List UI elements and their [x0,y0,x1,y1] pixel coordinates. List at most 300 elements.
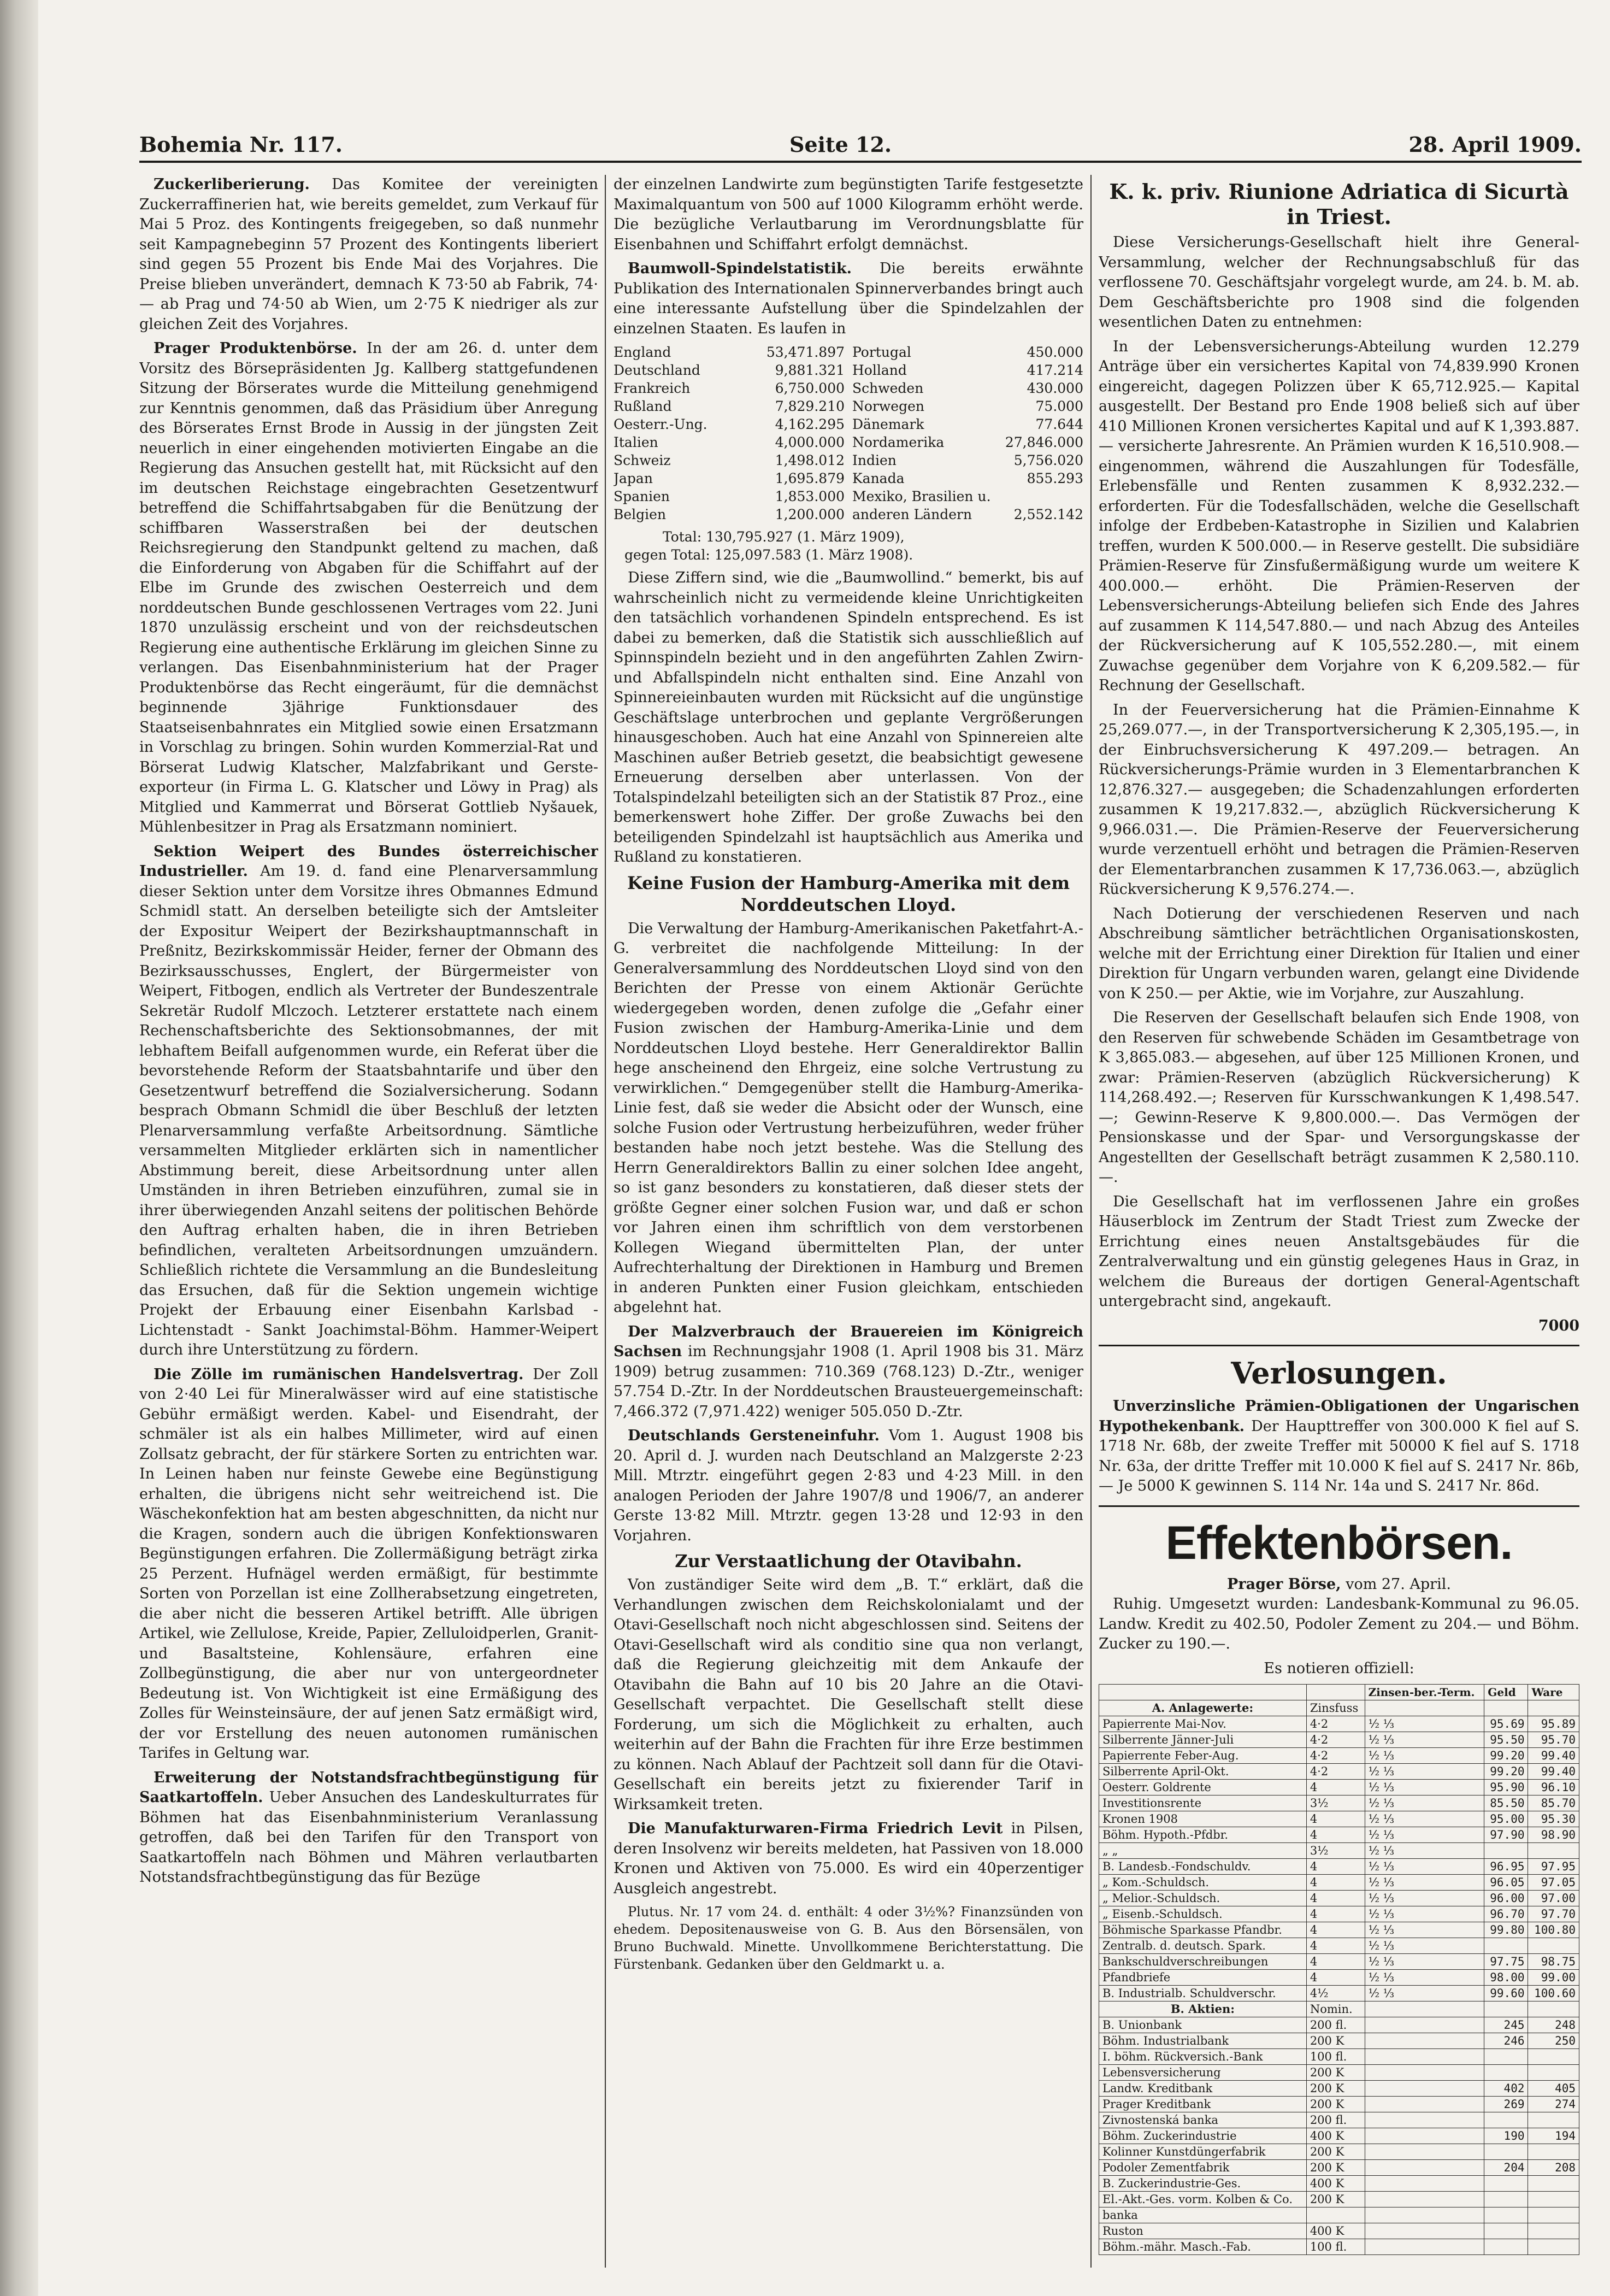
article-body: Der Haupttreffer von 300.000 K fiel auf S. 1718 Nr. 68b, der zweite Treffer mit 50000 K fiel auf S. 1718 Nr. 63a, der dritte Treffer mit 10.000 K fiel auf S. 2417 Nr. 86b, — Je 5000 K gewinnen S. 114 Nr. 14a und S. 2417 Nr. 86d. [1099,1417,1579,1494]
spindle-country: Portugal [852,344,911,360]
spindle-count: 9,881.321 [775,362,845,378]
spindle-count: 6,750.000 [775,380,845,396]
table-row [1099,1843,1579,1859]
security-rate: 4 [1306,1875,1365,1891]
spindle-row [852,487,1083,505]
spindle-row [614,451,845,469]
article-headline: Der Malzverbrauch der Brauereien im Königreich Sachsen [614,1323,1083,1360]
exchange-subtitle [1099,1575,1579,1595]
article [139,175,598,334]
spindle-country: Rußland [614,398,672,414]
spindle-count: 430.000 [1027,380,1083,396]
spindle-country: Mexiko, Brasilien u. [852,488,991,504]
price-geld [1484,2192,1528,2207]
security-rate: 4·2 [1306,1748,1365,1764]
spindle-table [614,343,1083,523]
notice-paragraph: In der Feuerversicherung hat die Prämien-Einnahme K 25,269.077.—, in der Transportversicherung K 2,305,195.—, in der Einbruchsversicherung K 497.209.— betragen. An Rückversicherungs-Prämie wurden in 3 Elementarbranchen K 12,876.327.— ausgegeben; die Schadenzahlungen erforderten zusammen K 19,217.832.—, abzüglich Rückversicherung K 9,966.031.—. Die Prämien-Reserve der Feuerversicherung wurde verzentuell erhöht und betragen die Prämien-Reserven der Elementarbranchen zusammen K 17,736.063.—, abzüglich Rückversicherung K 9,576.274.—. [1099,701,1579,898]
security-rate: 4 [1306,1938,1365,1954]
article-headline: Unverzinsliche Prämien-Obligationen der Ungarischen Hypothekenbank. [1099,1398,1579,1435]
article-headline: Erweiterung der Notstandsfrachtbegünstigung für Saatkartoffeln. [139,1769,598,1806]
table-row [1099,2049,1579,2065]
spindle-country: England [614,344,671,360]
section-label: A. Anlagewerte: [1099,1700,1307,1716]
security-rate: 4 [1306,1954,1365,1970]
spindle-row [614,433,845,451]
notice-body [1099,233,1579,1312]
interest-term: ½ ⅓ [1365,1906,1484,1922]
price-geld: 402 [1484,2081,1528,2097]
price-ware: 85.70 [1528,1795,1579,1811]
spindle-count: 450.000 [1027,344,1083,360]
price-ware [1528,2176,1579,2192]
article-malz [614,1322,1083,1422]
spindle-count: 4,162.295 [775,416,845,432]
security-name: Böhm. Industrialbank [1099,2033,1307,2049]
price-geld: 97.75 [1484,1954,1528,1970]
table-row [1099,2128,1579,2144]
price-geld: 204 [1484,2160,1528,2176]
spindle-row [852,361,1083,379]
table-row [1099,1827,1579,1843]
interest-term [1365,2081,1484,2097]
price-ware: 98.75 [1528,1954,1579,1970]
section-divider [1099,1505,1579,1507]
table-header-row [1099,1685,1579,1700]
price-ware: 97.05 [1528,1875,1579,1891]
spindle-row [852,397,1083,415]
price-ware: 95.89 [1528,1716,1579,1732]
security-rate: 4·2 [1306,1732,1365,1748]
price-ware: 250 [1528,2033,1579,2049]
price-ware: 98.90 [1528,1827,1579,1843]
spindle-count: 77.644 [1035,416,1083,432]
notice-title: K. k. priv. Riunione Adriatica di Sicurtà in Triest. [1109,179,1569,229]
price-geld [1484,2112,1528,2128]
price-ware: 97.70 [1528,1906,1579,1922]
exchange-date: vom 27. April. [1346,1575,1451,1593]
interest-term: ½ ⅓ [1365,1780,1484,1795]
table-row [1099,1986,1579,2001]
interest-term: ½ ⅓ [1365,1795,1484,1811]
price-ware: 97.00 [1528,1891,1579,1906]
price-geld: 85.50 [1484,1795,1528,1811]
column-rule [1090,175,1092,2268]
header-date: 28. April 1909. [1408,132,1582,157]
security-rate: 400 K [1306,2176,1365,2192]
security-name: „ Melior.-Schuldsch. [1099,1891,1307,1906]
interest-term: ½ ⅓ [1365,1954,1484,1970]
spindle-country: Holland [852,362,907,378]
article-continuation: der einzelnen Landwirte zum begünstigten Tarife festgesetzte Maximalquantum von 500 auf 1000 Kilogramm erhöht werde. Die bezügliche Verlautbarung im Verordnungsblatte für Eisenbahnen und Schiffahrt erfolgt demnächst. [614,176,1083,253]
price-ware: 99.40 [1528,1748,1579,1764]
price-geld: 269 [1484,2097,1528,2112]
article-headline: Zuckerliberierung. [154,176,310,193]
security-name: Zentralb. d. deutsch. Spark. [1099,1938,1307,1954]
table-section-row [1099,1700,1579,1716]
table-row [1099,2081,1579,2097]
security-rate: 200 K [1306,2097,1365,2112]
spindle-row [852,415,1083,433]
header-page-number: Seite 12. [789,132,892,157]
security-name: Ruston [1099,2223,1307,2239]
price-geld: 95.90 [1484,1780,1528,1795]
article-body: Die Verwaltung der Hamburg-Amerikanischen Paketfahrt-A.-G. verbreitet die nachfolgende Mitteilung: In der Generalversammlung des Norddeutschen Lloyd sind von den Berichten der Presse von einem Aktionär Gerüchte wiedergegeben worden, denen zufolge die „Gefahr einer Fusion zwischen der Hamburg-Amerika-Linie und dem Norddeutschen Lloyd bestehe. Herr Generaldirektor Ballin hege anscheinend den Ehrgeiz, eine solche Vertrustung zu verwirklichen.“ Demgegenüber stellt die Hamburg-Amerika-Linie fest, daß sie weder die Absicht oder der Wunsch, eine solche Fusion oder Vertrustung herbeizuführen, weder früher bestanden habe noch jetzt bestehe. Was die Stellung des Herrn Generaldirektors Ballin zu einer solchen Idee angeht, so ist ganz besonders zu konstatieren, daß dieser stets der größte Gegner einer solchen Fusion war, und daß er schon vor Jahren einen ihm schriftlich von dem verstorbenen Kollegen Wiegand übermittelten Plan, der unter Aufrechterhaltung der Direktionen in Hamburg und Bremen in anderen Punkten einer Fusion gleichkam, entschieden abgelehnt hat. [614,920,1083,1316]
price-geld [1484,2065,1528,2081]
price-geld: 97.90 [1484,1827,1528,1843]
price-ware [1528,2049,1579,2065]
empty-cell [1484,2001,1528,2017]
column-rule [605,175,606,2268]
spindle-row [852,379,1083,397]
article-spindle [614,259,1083,339]
spindle-count: 7,829.210 [775,398,845,414]
price-geld: 96.95 [1484,1859,1528,1875]
spindle-country: Kanada [852,470,905,486]
spindle-count: 4,000.000 [775,434,845,450]
table-row [1099,1780,1579,1795]
security-rate: 3½ [1306,1795,1365,1811]
security-rate: 4 [1306,1922,1365,1938]
price-geld: 245 [1484,2017,1528,2033]
notice-paragraph: In der Lebensversicherungs-Abteilung wurden 12.279 Anträge über ein versichertes Kapital von 74,839.990 Kronen eingereicht, dagegen Polizzen über K 65,712.925.— Kapital ausgestellt. Der Bestand pro Ende 1908 beließ sich auf über 410 Millionen Kronen versichertes Kapital und auf K 1,393.887.— versicherte Jahresrente. An Prämien wurden K 16,510.908.— eingenommen, während die Auszahlungen für Todesfälle, Erlebensfälle und Renten zusammen K 8,932.232.— erforderten. Für die Todesfallschäden, welche die Gesellschaft infolge der Erdbeben-Katastrophe in Sizilien und Kalabrien treffen, wurden K 500.000.— in Reserve gestellt. Die subsidiäre Prämien-Reserve für Zinsfußermäßigung wurde um weitere K 400.000.— erhöht. Die Prämien-Reserven der Lebensversicherungs-Abteilung beliefen sich Ende des Jahres auf zusammen K 114,547.880.— und nach Abzug des Anteiles der Rückversicherung auf K 105,552.280.—, mit einem Zuwachse gegenüber dem Vorjahre von K 6,209.582.— für Rechnung der Gesellschaft. [1099,338,1579,694]
notice-paragraph: Diese Versicherungs-Gesellschaft hielt ihre General-Versammlung, welcher der Rechnungsabschluß für das verflossene 70. Geschäftsjahr vorgelegt wurde, am 24. b. M. ab. Dem Geschäftsberichte pro 1908 sind die folgenden wesentlichen Daten zu entnehmen: [1099,234,1579,331]
security-name: Prager Kreditbank [1099,2097,1307,2112]
spindle-row [852,505,1083,523]
interest-term [1365,2065,1484,2081]
article [139,1365,598,1764]
spindle-country: Schweiz [614,452,671,468]
security-name: Pfandbriefe [1099,1970,1307,1986]
table-row [1099,1716,1579,1732]
spindle-country: Indien [852,452,897,468]
interest-term [1365,2144,1484,2160]
empty-cell [1528,2001,1579,2017]
notice-paragraph: Die Reserven der Gesellschaft belaufen sich Ende 1908, von den Reserven für schwebende Schäden im Gesamtbetrage von K 3,865.083.— abgesehen, auf über 125 Millionen Kronen, und zwar: Prämien-Reserven (abzüglich Rückversicherung) K 114,268.492.—; Reserven für Kursschwankungen K 1,498.547.—; Gewinn-Reserve K 9,800.000.—. Das Vermögen der Pensionskasse und der Spar- und Versorgungskasse der Angestellten der Gesellschaft beträgt zusammen K 2,580.110.—. [1099,1009,1579,1186]
price-ware [1528,2112,1579,2128]
spindle-count: 855.293 [1027,470,1083,486]
article-body: Von zuständiger Seite wird dem „B. T.“ erklärt, daß die Verhandlungen zwischen dem Reichskolonialamt und der Otavi-Gesellschaft noch nicht abgeschlossen sind. Seitens der Otavi-Gesellschaft wird als conditio sine qua non verlangt, daß die Regierung gleichzeitig mit dem Ankaufe der Otavibahn die Bahn auf 10 bis 20 Jahre an die Otavi-Gesellschaft verpachtet. Die Gesellschaft stellt diese Forderung, um sich die Möglichkeit zu erhalten, auch weiterhin auf der Bahn die Frachten für ihre Erze bestimmen zu können. Nach Ablauf der Pachtzeit soll dann für die Otavi-Gesellschaft ein bereits jetzt zu fixierender Tarif in Wirksamkeit treten. [614,1576,1083,1813]
spindle-row [852,469,1083,487]
security-name: B. Landesb.-Fondschuldv. [1099,1859,1307,1875]
security-name: Böhmische Sparkasse Pfandbr. [1099,1922,1307,1938]
security-rate: 200 K [1306,2081,1365,2097]
price-ware [1528,2239,1579,2255]
price-ware: 95.70 [1528,1732,1579,1748]
interest-term: ½ ⅓ [1365,1716,1484,1732]
article-headline: Sektion Weipert des Bundes österreichischer Industrieller. [139,843,598,880]
interest-term [1365,2112,1484,2128]
article-headline: Zur Verstaatlichung der Otavibahn. [675,1551,1022,1571]
security-rate: 3½ [1306,1843,1365,1859]
article-body: Vom 1. August 1908 bis 20. April d. J. wurden nach Deutschland an Malzgerste 2·23 Mill. Mtrztr. eingeführt gegen 2·83 und 4·23 Mill. in den analogen Perioden der Jahre 1907/8 und 1906/7, an anderer Gerste 13·82 Mill. Mtrztr. gegen 13·28 und 12·93 in den Vorjahren. [614,1427,1083,1544]
security-name: B. Zuckerindustrie-Ges. [1099,2176,1307,2192]
article [139,842,598,1361]
price-geld: 95.50 [1484,1732,1528,1748]
spindle-row [614,343,845,361]
price-ware [1528,2192,1579,2207]
col-header-name [1099,1685,1307,1700]
security-name: Investitionsrente [1099,1795,1307,1811]
spindle-count: 5,756.020 [1013,452,1083,468]
interest-term: ½ ⅓ [1365,1859,1484,1875]
security-name: Silberrente Jänner-Juli [1099,1732,1307,1748]
spindle-count: 1,853.000 [775,488,845,504]
notice-paragraph: Nach Dotierung der verschiedenen Reserven und nach Abschreibung sämtlicher beträchtlichen Organisationskosten, welche mit der Errichtung einer Direktion für Italien und einer Direktion für Ungarn verbunden waren, gelangt eine Dividende von K 250.— per Aktie, wie im Vorjahre, zur Auszahlung. [1099,905,1579,1002]
security-rate [1306,2207,1365,2223]
table-row [1099,2112,1579,2128]
price-geld [1484,2239,1528,2255]
security-rate: 4½ [1306,1986,1365,2001]
table-row [1099,1906,1579,1922]
security-name: Oesterr. Goldrente [1099,1780,1307,1795]
security-rate: 200 K [1306,2033,1365,2049]
col-header-rate [1306,1685,1365,1700]
interest-term: ½ ⅓ [1365,1827,1484,1843]
empty-cell [1484,1700,1528,1716]
spindle-row [614,469,845,487]
price-geld: 99.20 [1484,1764,1528,1780]
price-geld: 99.80 [1484,1922,1528,1938]
table-row [1099,1748,1579,1764]
spindle-country: Dänemark [852,416,924,432]
article-verlosung [1099,1397,1579,1497]
table-row [1099,1891,1579,1906]
security-name: Silberrente April-Okt. [1099,1764,1307,1780]
article-body: in Pilsen, deren Insolvenz wir bereits meldeten, hat Passiven von 18.000 Kronen und Aktiven von 75.000. Es wird ein 40perzentiger Ausgleich angestrebt. [614,1820,1083,1897]
article-body: Die bereits erwähnte Publikation des Internationalen Spinnerverbandes bringt auch eine interessante Aufstellung über die Spindelzahlen der einzelnen Staaten. Es laufen in [614,260,1083,337]
spindle-total: Total: 130,795.927 (1. März 1909), [663,529,905,545]
price-geld: 96.05 [1484,1875,1528,1891]
exchange-name: Prager Börse, [1227,1575,1341,1593]
spindle-row [852,343,1083,361]
price-geld: 99.60 [1484,1986,1528,2001]
interest-term [1365,2239,1484,2255]
security-name: B. Unionbank [1099,2017,1307,2033]
interest-term: ½ ⅓ [1365,1986,1484,2001]
price-ware [1528,2144,1579,2160]
interest-term: ½ ⅓ [1365,1764,1484,1780]
price-ware: 99.00 [1528,1970,1579,1986]
security-name: Bankschuldverschreibungen [1099,1954,1307,1970]
article-body: Diese Ziffern sind, wie die „Baumwollind.“ bemerkt, bis auf wahrscheinlich nicht zu vermeidende kleine Unrichtigkeiten den tatsächlich vorhandenen Spindeln entsprechend. Es ist dabei zu bemerken, daß die Statistik sich ausschließlich auf Spinnspindeln bezieht und in den angeführten Zahlen Zwirn- und Abfallspindeln nicht enthalten sind. Eine Anzahl von Spinnereieinbauten wurden mit Rücksicht auf die ungünstige Geschäftslage unterbrochen und geplante Vergrößerungen hinausgeschoben. Auch hat eine Anzahl von Spinnereien alte Maschinen außer Betrieb gesetzt, die beabsichtigt gewesene Erneuerung derselben aber unterlassen. Von der Totalspindelzahl beteiligten sich an der Statistik 87 Proz., eine bemerkenswert hohe Ziffer. Der große Zuwachs bei den beteiligenden Spindelzahl ist hauptsächlich aus Amerika und Rußland zu konstatieren. [614,569,1083,866]
spindle-row [852,451,1083,469]
security-rate: 4 [1306,1970,1365,1986]
notice-paragraph: Die Gesellschaft hat im verflossenen Jahre ein großes Häuserblock im Zentrum der Stadt Triest zum Zwecke der Errichtung eines neuen Anstaltsgebäudes für die Zentralverwaltung und ein günstig gelegenes Haus in Graz, in welchem die Bureaus der dortigen General-Agentschaft untergebracht sind, angekauft. [1099,1193,1579,1310]
col-header-ware: Ware [1528,1685,1579,1700]
interest-term: ½ ⅓ [1365,1748,1484,1764]
column-2 [614,175,1083,2268]
spindle-count: 417.214 [1027,362,1083,378]
interest-term: ½ ⅓ [1365,1811,1484,1827]
spindle-country: Belgien [614,507,667,522]
section-title-verlosungen: Verlosungen. [1231,1356,1447,1391]
price-geld: 246 [1484,2033,1528,2049]
exchange-note: Ruhig. Umgesetzt wurden: Landesbank-Kommunal zu 96.05. Landw. Kredit zu 402.50, Podoler Zement zu 204.— und Böhm. Zucker zu 190.—. [1099,1596,1579,1652]
security-rate: 400 K [1306,2128,1365,2144]
empty-cell [1365,2001,1484,2017]
spindle-country: Spanien [614,488,670,504]
price-ware: 208 [1528,2160,1579,2176]
table-row [1099,1795,1579,1811]
column-3 [1099,175,1579,2268]
table-row [1099,2097,1579,2112]
article-body: Ueber Ansuchen des Landeskulturrates für Böhmen hat das Eisenbahnministerium Veranlassung getroffen, daß bei den Tarifen für den Transport von Saatkartoffeln nach Böhmen und Mähren verlautbarten Notstandsfrachtbegünstigung das für Bezüge [139,1789,598,1886]
article-levit [614,1819,1083,1899]
interest-term [1365,2017,1484,2033]
interest-term [1365,2160,1484,2176]
security-name: Podoler Zementfabrik [1099,2160,1307,2176]
article [139,1768,598,1888]
article-body: Der Zoll von 2·40 Lei für Mineralwässer wird auf eine statistische Gebühr ermäßigt werden. Kabel- und Eisendraht, der schmäler ist als ein halbes Millimeter, wird auf einen Zollsatz gebracht, der für stärkere Sorten zu entrichten war. In Leinen haben nur feinste Gewebe eine Begünstigung erhalten, die übrigens nicht sehr weitreichend ist. Die Wäschekonfektion hat am besten abgeschnitten, da nicht nur die Kragen, sondern auch die übrigen Konfektionswaren Begünstigungen erfahren. Die Zollermäßigung beträgt zirka 25 Perzent. Hufnägel werden ermäßigt, für bestimmte Sorten von Porzellan ist eine Zollherabsetzung eingetreten, die aber nicht die besseren Artikel betrifft. Alle übrigen Artikel, wie Zellulose, Kreide, Papier, Zelluloidperlen, Granit- und Basaltsteine, Kohlensäure, erfahren eine Zollbegünstigung, die aber nur von untergeordneter Bedeutung ist. Von Wichtigkeit ist eine Ermäßigung des Zolles für Weinsteinsäure, der auf jenen Satz ermäßigt wird, der vor Erstellung des neuen autonomen rumänischen Tarifes in Geltung war. [139,1365,598,1762]
security-rate: 100 fl. [1306,2049,1365,2065]
interest-term: ½ ⅓ [1365,1843,1484,1859]
table-row [1099,2207,1579,2223]
price-ware: 96.10 [1528,1780,1579,1795]
price-geld [1484,2144,1528,2160]
security-rate: 4 [1306,1811,1365,1827]
security-name: Papierrente Mai-Nov. [1099,1716,1307,1732]
security-rate: 200 K [1306,2160,1365,2176]
empty-cell [1365,1700,1484,1716]
security-name: Kronen 1908 [1099,1811,1307,1827]
interest-term [1365,2207,1484,2223]
table-row [1099,1875,1579,1891]
article-body: Am 19. d. fand eine Plenarversammlung dieser Sektion unter dem Vorsitze ihres Obmannes Edmund Schmidl statt. An derselben beteiligte sich der Amtsleiter der Expositur Weipert der Bezirkshauptmannschaft in Preßnitz, Bezirkskommissär Heider, ferner der Obmann des Bezirksausschusses, Englert, der Bürgermeister von Weipert, Fitbogen, endlich als Vertreter der Bundeszentrale Sekretär Rudolf Mlczoch. Letzterer erstattete nach einem Rechenschaftsberichte des Sektionsobmannes, der mit lebhaftem Beifall aufgenommen wurde, ein Referat über die bevorstehende Reform der Staatsbahntarife und über den Gesetzentwurf betreffend die Sozialversicherung. Sodann besprach Obmann Schmidl die über Beschluß der letzten Plenarversammlung verfaßte Arbeitsordnung. Sämtliche versammelten Mitglieder erklärten sich in namentlicher Abstimmung bereit, diese Arbeitsordnung unter allen Umständen in ihren Betrieben einzuführen, zumal sie in ihrer überwiegenden Anzahl seitens der politischen Behörde den Auftrag erhalten haben, die in ihren Betrieben befindlichen, veralteten Arbeitsordnungen umzuändern. Schließlich richtete die Versammlung an die Bundesleitung das Ersuchen, daß für die Sektion ungemein wichtige Projekt der Erbauung einer Eisenbahn Karlsbad - Lichtenstadt - Sankt Joachimstal-Böhm. Hammer-Weipert durch ihre Unterstützung zu fördern. [139,863,598,1358]
table-row [1099,1732,1579,1748]
table-section-row [1099,2001,1579,2017]
security-rate: 4 [1306,1891,1365,1906]
security-rate: 200 K [1306,2065,1365,2081]
security-rate: 200 fl. [1306,2112,1365,2128]
table-row [1099,1764,1579,1780]
price-ware [1528,1938,1579,1954]
spindle-row [614,361,845,379]
price-geld: 96.70 [1484,1906,1528,1922]
table-row [1099,1811,1579,1827]
section-divider [1099,1345,1579,1346]
table-row [1099,2239,1579,2255]
price-ware: 194 [1528,2128,1579,2144]
security-rate: 200 fl. [1306,2017,1365,2033]
spindle-count: 1,695.879 [775,470,845,486]
price-geld: 98.00 [1484,1970,1528,1986]
price-geld: 95.69 [1484,1716,1528,1732]
price-geld [1484,1843,1528,1859]
spindle-country: anderen Ländern [852,507,972,522]
interest-term: ½ ⅓ [1365,1732,1484,1748]
spindle-country: Oesterr.-Ung. [614,416,707,432]
security-name: Böhm. Hypoth.-Pfdbr. [1099,1827,1307,1843]
article-headline: Deutschlands Gersteneinfuhr. [628,1427,880,1444]
price-ware: 405 [1528,2081,1579,2097]
security-name: Landw. Kreditbank [1099,2081,1307,2097]
column-1 [139,175,598,2268]
security-rate: 4·2 [1306,1764,1365,1780]
interest-term: ½ ⅓ [1365,1875,1484,1891]
table-row [1099,2065,1579,2081]
security-name: „ Kom.-Schuldsch. [1099,1875,1307,1891]
spindle-row [852,433,1083,451]
security-rate: 4·2 [1306,1716,1365,1732]
header-issue: Bohemia Nr. 117. [139,132,343,157]
security-name: Böhm.-mähr. Masch.-Fab. [1099,2239,1307,2255]
spindle-row [614,415,845,433]
price-ware: 100.60 [1528,1986,1579,2001]
section-title-effektenboersen: Effektenbörsen. [1165,1516,1513,1569]
interest-term [1365,2176,1484,2192]
interest-term [1365,2223,1484,2239]
table-row [1099,1859,1579,1875]
price-ware: 95.30 [1528,1811,1579,1827]
interest-term: ½ ⅓ [1365,1922,1484,1938]
price-geld [1484,1938,1528,1954]
price-geld [1484,2176,1528,2192]
table-row [1099,1970,1579,1986]
section-extra: Zinsfuss [1306,1700,1365,1716]
security-name: B. Industrialb. Schuldverschr. [1099,1986,1307,2001]
security-rate: 4 [1306,1859,1365,1875]
spindle-row [614,379,845,397]
interest-term: ½ ⅓ [1365,1891,1484,1906]
newspaper-page [139,126,1582,2273]
price-ware: 100.80 [1528,1922,1579,1938]
security-rate: 4 [1306,1827,1365,1843]
spindle-total-prior: gegen Total: 125,097.583 (1. März 1908). [624,547,913,563]
spindle-row [614,487,845,505]
table-row [1099,2176,1579,2192]
price-geld [1484,2223,1528,2239]
spindle-country: Norwegen [852,398,924,414]
spindle-row [614,397,845,415]
spindle-count: 27,846.000 [1005,434,1083,450]
security-name: I. böhm. Rückversich.-Bank [1099,2049,1307,2065]
article-plutus: Plutus. Nr. 17 vom 24. d. enthält: 4 oder 3½%? Finanzsünden von ehedem. Depositenausweise von G. B. Aus den Börsensälen, von Bruno Buchwald. Minette. Unvollkommene Berichterstattung. Die Fürstenbank. Gedanken über den Geldmarkt u. a. [614,1904,1083,1972]
security-name: Kolinner Kunstdüngerfabrik [1099,2144,1307,2160]
price-ware: 99.40 [1528,1764,1579,1780]
article-body: In der am 26. d. unter dem Vorsitz des Börsepräsidenten Jg. Kallberg stattgefundenen Sitzung der Börserates wurde die Mitteilung genehmigend zur Kenntnis genommen, daß das Präsidium über Anregung des Börserates Ernst Brode in Aussig in der jüngsten Zeit neuerlich in einer eingehenden motivierten Eingabe an die Regierung das Ansuchen gestellt hat, mit Rücksicht auf den im deutschen Reichstage eingebrachten Gesetzentwurf betreffend die Schiffahrtsabgaben für die Benützung der schiffbaren Wasserstraßen bei der deutschen Reichsregierung den Standpunkt geltend zu machen, daß die Einforderung von Abgaben für die Schiffahrt auf der Elbe im Grunde des zwischen Oesterreich und dem norddeutschen Bunde geschlossenen Vertrages vom 22. Juni 1870 unzulässig erscheint und von der reichsdeutschen Regierung eine authentische Erklärung im gleichen Sinne zu verlangen. Das Eisenbahnministerium hat der Prager Produktenbörse das Recht eingeräumt, für die demnächst beginnende 3jährige Funktionsdauer des Staatseisenbahnrates ein Mitglied sowie einen Ersatzmann in Vorschlag zu bringen. Sohin wurden Kommerzial-Rat und Börserat Ludwig Klatscher, Malzfabrikant und Gerste-exporteur (in Firma L. G. Klatscher und Löwy in Prag) als Mitglied und Kammerrat und Börserat Gottlieb Nyšauek, Mühlenbesitzer in Prag als Ersatzmann nominiert. [139,340,598,835]
article-gerste [614,1426,1083,1546]
spindle-country: Italien [614,434,658,450]
table-row [1099,2223,1579,2239]
section-label: B. Aktien: [1099,2001,1307,2017]
spindle-country: Deutschland [614,362,700,378]
security-name: Zivnostenská banka [1099,2112,1307,2128]
security-rate: 100 fl. [1306,2239,1365,2255]
interest-term [1365,2128,1484,2144]
table-row [1099,1954,1579,1970]
price-geld: 96.00 [1484,1891,1528,1906]
article [139,339,598,838]
exchange-table [1099,1684,1579,2255]
security-name: El.-Akt.-Ges. vorm. Kolben & Co. [1099,2192,1307,2207]
empty-cell [1528,1700,1579,1716]
col-header-term: Zinsen-ber.-Term. [1365,1685,1484,1700]
security-name: Papierrente Feber-Aug. [1099,1748,1307,1764]
exchange-official-label: Es notieren offiziell: [1264,1659,1414,1677]
page-header [139,126,1582,163]
interest-term [1365,2097,1484,2112]
book-binding-edge [0,0,38,2296]
security-name: „ „ [1099,1843,1307,1859]
spindle-country: Nordamerika [852,434,945,450]
table-row [1099,2144,1579,2160]
security-name: Böhm. Zuckerindustrie [1099,2128,1307,2144]
interest-term [1365,2049,1484,2065]
security-name: „ Eisenb.-Schuldsch. [1099,1906,1307,1922]
spindle-country: Japan [614,470,653,486]
spindle-count: 1,200.000 [775,507,845,522]
spindle-count: 53,471.897 [766,344,845,360]
